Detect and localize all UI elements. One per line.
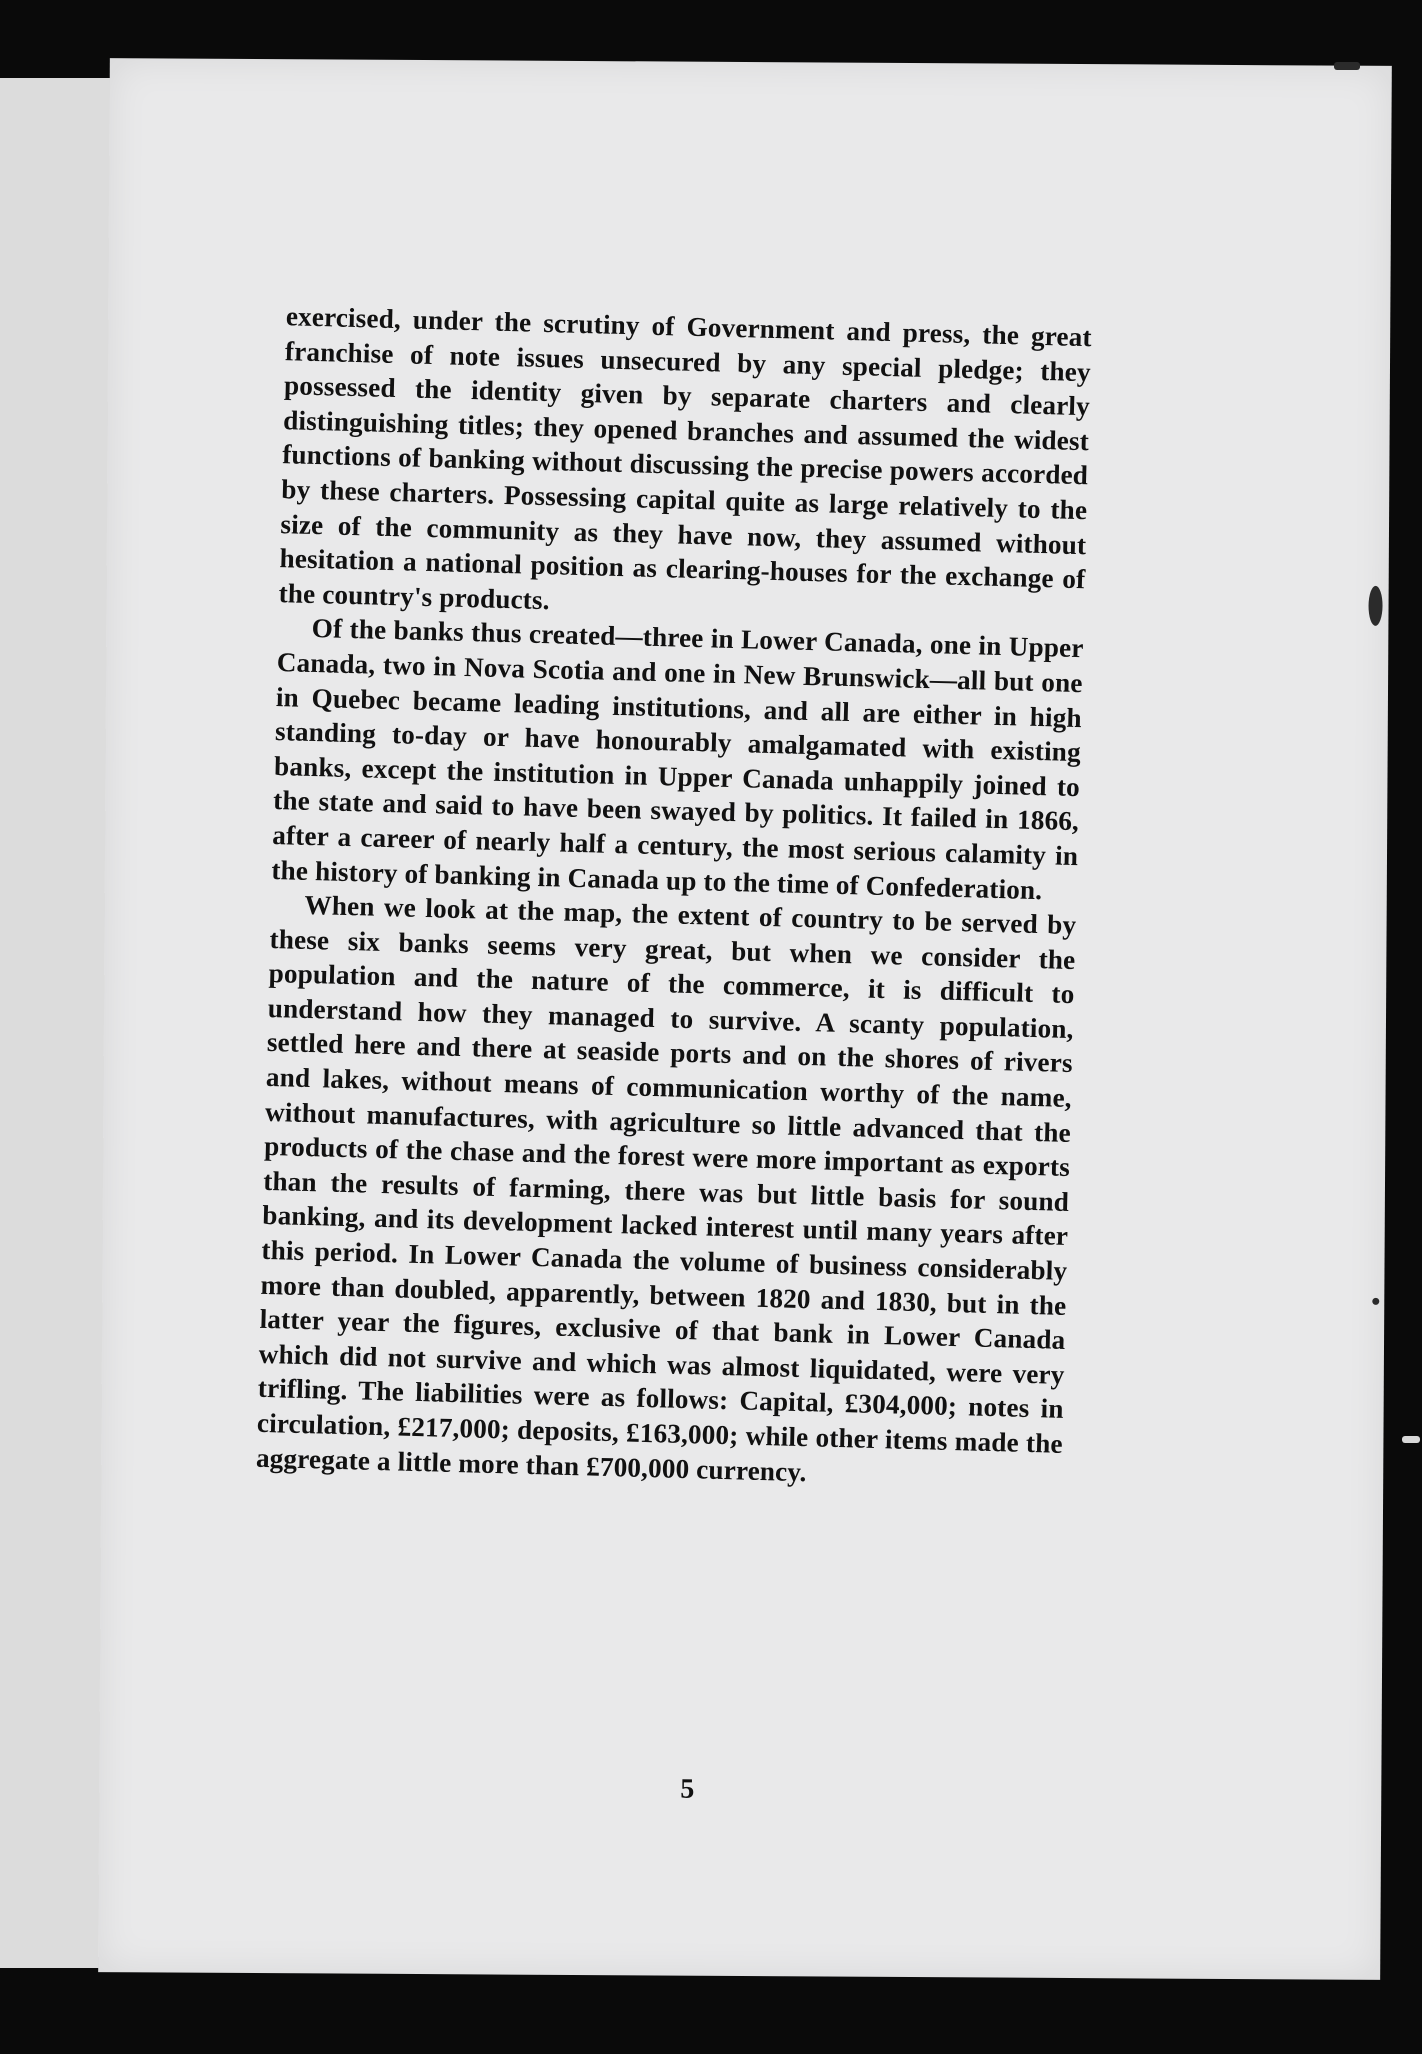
scan-speck xyxy=(1368,586,1382,626)
body-text xyxy=(256,299,1093,1496)
book-page xyxy=(98,58,1392,1980)
paragraph: exercised, under the scrutiny of Government and press, the great franchise of note issues unsecured by any special pledge; they possessed the identity given by separate charters and clearly distinguishing titles; they opened branches and assumed the widest functions of banking without discussing the precise powers accorded by these charters. Possessing capital quite as large relatively to the size of the community as they have now, they assumed without hesitation a national position as clearing-houses for the exchange of the country's products. xyxy=(278,301,1093,615)
scan-speck xyxy=(1402,1436,1420,1443)
scan-speck xyxy=(1372,1298,1379,1305)
paragraph: Of the banks thus created—three in Lower Canada, one in Upper Canada, two in Nova Scotia and one in New Brunswick—all but one in Quebec became leading institutions, and all are either in high standing to-day or have honourably amalgamated with existing banks, except the institution in Upper Canada unhappily joined to the state and said to have been swayed by politics. It failed in 1866, after a career of nearly half a century, the most serious calamity in the history of banking in Canada up to the time of Confederation. xyxy=(271,613,1084,905)
scan-speck xyxy=(1334,62,1360,70)
page-number: 5 xyxy=(680,1773,695,1805)
paragraph: When we look at the map, the extent of country to be served by these six banks seems very great, but when we consider the population and the nature of the commerce, it is difficult to understand how they managed to survive. A scanty population, settled here and there at seaside ports and on the shores of rivers and lakes, without means of communication worthy of the name, without manufactures, with agriculture so little advanced that the products of the chase and the forest were more important as exports than the results of farming, there was but little basis for sound banking, and its development lacked interest until many years after this period. In Lower Canada the volume of business considerably more than doubled, apparently, between 1820 and 1830, but in the latter year the figures, exclusive of that bank in Lower Canada which did not survive and which was almost liquidated, were very trifling. The liabilities were as follows: Capital, £304,000; notes in circulation, £217,000; deposits, £163,000; while other items made the aggregate a little more than £700,000 currency. xyxy=(255,889,1077,1487)
